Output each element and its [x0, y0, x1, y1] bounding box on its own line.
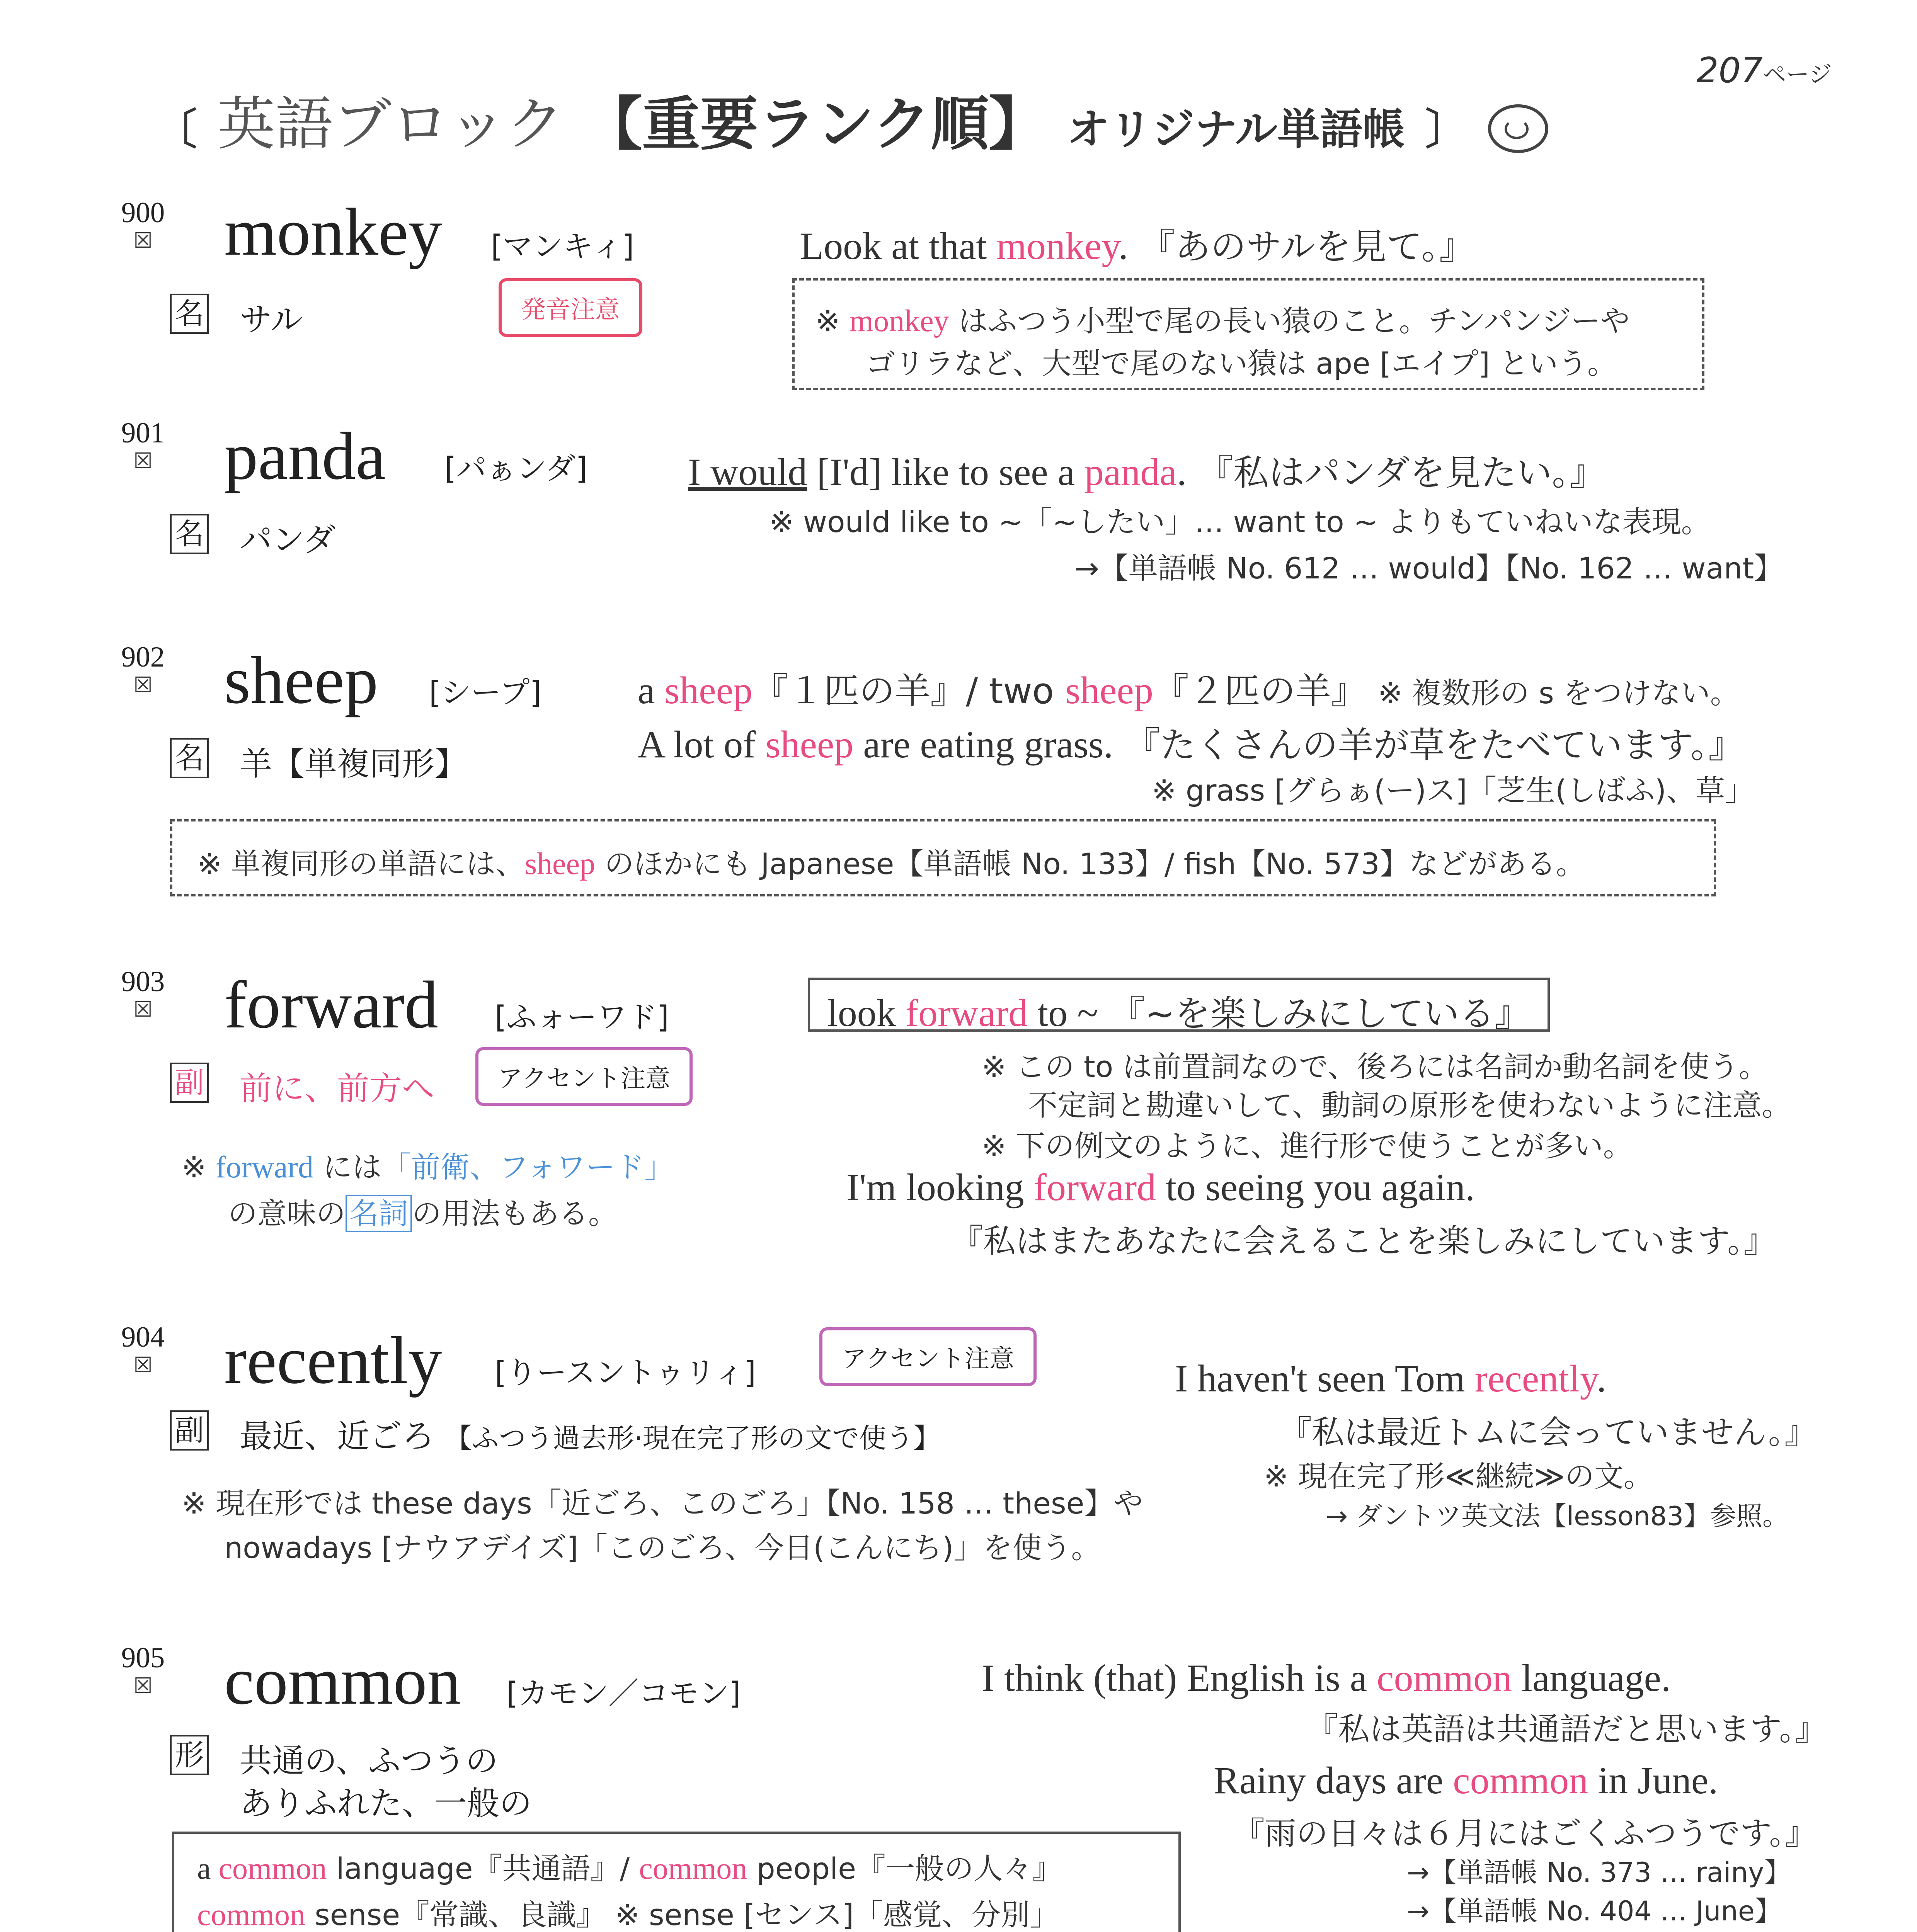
headword: panda — [224, 418, 386, 493]
pronunciation: [マンキィ] — [491, 229, 634, 264]
example-translation: 『雨の日々は６月にはごくふつうです。』 — [1233, 1815, 1817, 1852]
note: ※ grass [グらぁ(ー)ス]「芝生(しばふ)、草」 — [1152, 773, 1755, 808]
pronunciation: [りースントゥリィ] — [495, 1355, 756, 1390]
example-sentence: Look at that monkey. 『あのサルを見て。』 — [800, 224, 1475, 267]
headword: forward — [224, 967, 438, 1042]
meaning: 最近、近ごろ 【ふつう過去形·現在完了形の文で使う】 — [240, 1417, 940, 1455]
example-translation: 『私はまたあなたに会えることを楽しみにしています。』 — [951, 1222, 1776, 1260]
entry-number: 901 ☒ — [121, 417, 165, 473]
part-of-speech: 名 — [170, 294, 209, 334]
meaning: ありふれた、一般の — [240, 1784, 532, 1822]
cross-reference: → ダントツ英文法【lesson83】参照。 — [1326, 1501, 1789, 1532]
meaning: パンダ — [240, 521, 336, 559]
meaning: 共通の、ふつうの — [240, 1742, 498, 1780]
headword: monkey — [224, 194, 442, 269]
cross-reference: →【単語帳 No. 404 … June】 — [1407, 1895, 1782, 1927]
part-of-speech: 名 — [170, 738, 209, 778]
example-sentence: I would [I'd] like to see a panda. 『私はパンダを見たい。』 — [688, 451, 1605, 493]
note: ※ 下の例文のように、進行形で使うことが多い。 — [982, 1129, 1633, 1163]
note: ※ 単複同形の単語には、sheep のほかにも Japanese【単語帳 No. 133】/ fish【No. 573】などがある。 — [197, 847, 1585, 881]
entry-number: 900 ☒ — [121, 197, 165, 252]
entry-number: 904 ☒ — [121, 1321, 165, 1377]
example-sentence: Rainy days are common in June. — [1214, 1759, 1718, 1802]
example-sentence: I think (that) English is a common language. — [982, 1656, 1671, 1699]
headword: recently — [224, 1323, 442, 1398]
example-sentence: A lot of sheep are eating grass. 『たくさんの羊が草をたべています。』 — [638, 723, 1744, 766]
entry-number: 905 ☒ — [121, 1642, 165, 1697]
meaning: 前に、前方へ — [240, 1070, 435, 1107]
part-of-speech: 名 — [170, 514, 209, 554]
collocation: common sense『常識、良識』 ※ sense [センス]「感覚、分別」 — [197, 1898, 1060, 1932]
headword: sheep — [224, 643, 378, 718]
part-of-speech: 副 — [170, 1410, 209, 1451]
accent-warning-badge: アクセント注意 — [819, 1327, 1037, 1386]
note: 不定詞と勘違いして、動詞の原形を使わないように注意。 — [1028, 1088, 1791, 1122]
page-number: 207ページ — [1696, 50, 1832, 91]
meaning: 羊【単複同形】 — [240, 745, 467, 783]
headword: common — [224, 1643, 461, 1718]
note: ※ would like to ~「~したい」… want to ~ よりもていねいな表現。 — [769, 505, 1711, 539]
accent-warning-badge: アクセント注意 — [475, 1047, 693, 1106]
note: ※ forward には「前衛、フォワード」 — [182, 1150, 674, 1184]
note: の意味の 名詞 の用法もある。 — [228, 1190, 618, 1232]
pronunciation: [カモン／コモン] — [506, 1676, 741, 1711]
entry-number: 902 ☒ — [121, 641, 165, 697]
example-translation: 『私は最近トムに会っていません。』 — [1279, 1413, 1817, 1451]
note: ※ 現在完了形≪継続≫の文。 — [1264, 1459, 1653, 1493]
example-sentence: I haven't seen Tom recently. — [1175, 1357, 1607, 1400]
part-of-speech: 副 — [170, 1063, 209, 1103]
pronunciation: [ふォーワド] — [495, 1000, 669, 1035]
part-of-speech: 形 — [170, 1735, 209, 1775]
cross-reference: →【単語帳 No. 612 … would】【No. 162 … want】 — [1074, 551, 1784, 585]
note: ※ monkey はふつう小型で尾の長い猿のこと。チンパンジーや — [815, 304, 1630, 338]
page-title: 〔 英語ブロック 【重要ランク順】 オリジナル単語帳 〕 — [155, 91, 1468, 158]
smiley-logo-icon — [1488, 104, 1548, 153]
entry-number: 903 ☒ — [121, 966, 165, 1021]
example-translation: 『私は英語は共通語だと思います。』 — [1306, 1711, 1827, 1748]
pronunciation: [シープ] — [429, 675, 541, 710]
collocation: a common language『共通語』/ common people『一般の人々』 — [197, 1851, 1062, 1886]
example-sentence: I'm looking forward to seeing you again. — [846, 1166, 1475, 1209]
note: nowadays [ナウアデイズ]「このごろ、今日(こんにち)」を使う。 — [224, 1531, 1101, 1565]
note: ※ 現在形では these days「近ごろ、このごろ」【No. 158 … these】や — [182, 1486, 1143, 1520]
cross-reference: →【単語帳 No. 373 … rainy】 — [1407, 1857, 1791, 1888]
pronunciation: [パぁンダ] — [444, 451, 587, 486]
key-phrase: look forward to ~ 『~を楽しみにしている』 — [827, 992, 1531, 1034]
pronunciation-warning-badge: 発音注意 — [499, 278, 642, 337]
example-phrase: a sheep『１匹の羊』/ two sheep『２匹の羊』 ※ 複数形の s をつけない。 — [638, 669, 1740, 712]
note: ゴリラなど、大型で尾のない猿は ape [エイプ] という。 — [866, 346, 1617, 381]
note: ※ この to は前置詞なので、後ろには名詞か動名詞を使う。 — [982, 1049, 1768, 1084]
meaning: サル — [240, 301, 303, 338]
